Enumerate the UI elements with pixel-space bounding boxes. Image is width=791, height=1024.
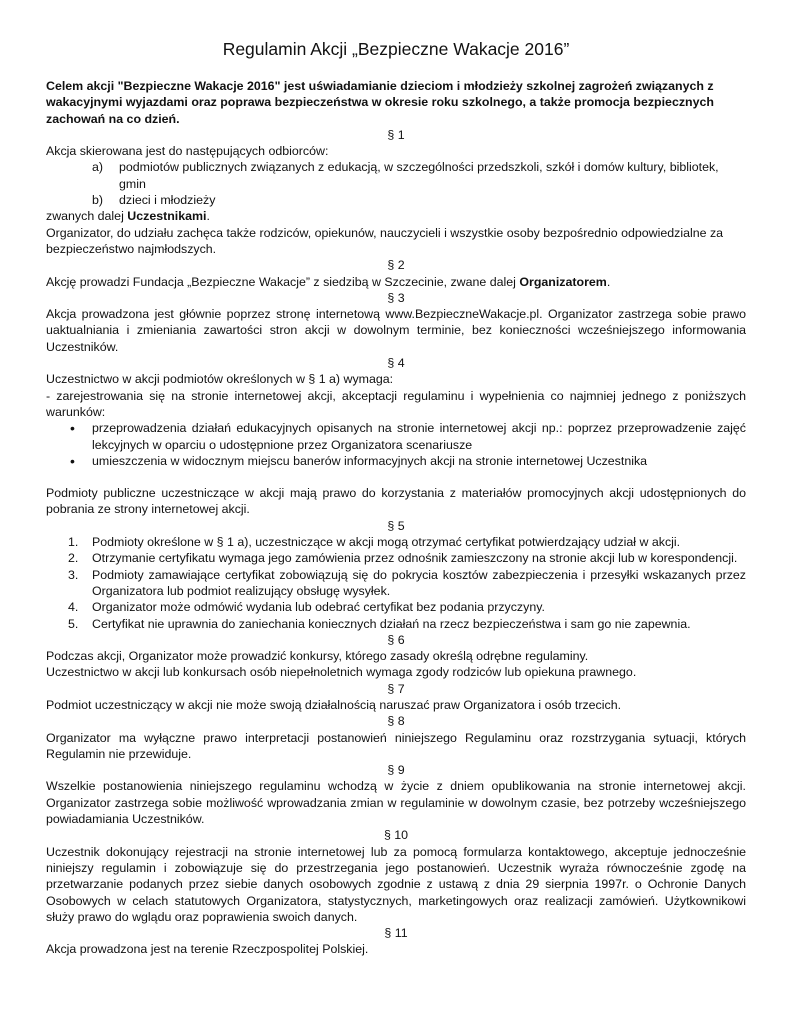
list-item-text: Podmioty określone w § 1 a), uczestniczące w akcji mogą otrzymać certyfikat potwierdzający udział w akcji. <box>92 535 681 550</box>
section-1-heading: § 1 <box>387 127 405 142</box>
section-4-bullets <box>46 420 746 469</box>
list-marker: b) <box>92 193 104 208</box>
section-1-lead: Akcja skierowana jest do następujących odbiorców: <box>46 144 329 159</box>
s2-bold: Organizatorem <box>519 274 607 289</box>
section-4-after: Podmioty publiczne uczestniczące w akcji mają prawo do korzystania z materiałów promocyjnych akcji udostępnionych do pobrania ze strony internetowej akcji. <box>46 486 746 517</box>
list-item <box>46 599 746 615</box>
list-marker: 1. <box>68 535 79 550</box>
called-bold: Uczestnikami <box>127 209 207 224</box>
s2-prefix: Akcję prowadzi Fundacja „Bezpieczne Wakacje” z siedzibą w Szczecinie, zwane dalej <box>46 274 520 289</box>
section-11-text: Akcja prowadzona jest na terenie Rzeczpospolitej Polskiej. <box>46 942 369 957</box>
document-page <box>46 38 746 958</box>
list-item-text: podmiotów publicznych związanych z edukacją, w szczególności przedszkoli, szkół i domów kultury, bibliotek, gmin <box>119 160 719 191</box>
document-title: Regulamin Akcji „Bezpieczne Wakacje 2016” <box>222 39 570 59</box>
s2-suffix: . <box>606 274 611 289</box>
section-2-heading: § 2 <box>387 258 405 273</box>
section-5-heading: § 5 <box>387 518 405 533</box>
section-9-text: Wszelkie postanowienia niniejszego regulaminu wchodzą w życie z dniem opublikowania na stronie internetowej akcji. Organizator zastrzega sobie możliwość wprowadzania zmian w regulaminie w dowolnym czasie, bez potrzeby wcześniejszego powiadamiania Uczestników. <box>46 779 746 827</box>
list-item <box>46 550 746 566</box>
section-5-list <box>46 534 746 632</box>
list-item <box>46 453 746 469</box>
intro-paragraph: Celem akcji "Bezpieczne Wakacje 2016" jest uświadamianie dzieciom i młodzieży szkolnej zagrożeń związanych z wakacyjnymi wyjazdami oraz poprawa bezpieczeństwa w okresie roku szkolnego, a także promocja bezpiecznych zachowań na co dzień. <box>46 79 714 126</box>
section-6-line-2: Uczestnictwo w akcji lub konkursach osób niepełnoletnich wymaga zgody rodziców lub opiekuna prawnego. <box>46 665 637 680</box>
list-item-text: Organizator może odmówić wydania lub odebrać certyfikat bez podania przyczyny. <box>92 600 545 615</box>
list-marker: a) <box>92 160 104 175</box>
section-7-heading: § 7 <box>387 681 405 696</box>
list-marker: 5. <box>68 616 79 631</box>
list-marker: 3. <box>68 567 79 582</box>
list-item <box>46 159 746 192</box>
section-7-text: Podmiot uczestniczący w akcji nie może swoją działalnością naruszać praw Organizatora i osób trzecich. <box>46 697 622 712</box>
section-10-text: Uczestnik dokonujący rejestracji na stronie internetowej lub za pomocą formularza kontaktowego, akceptuje jednocześnie niniejszy regulamin i zobowiązuje się do przestrzegania jego postanowień. Uczestnik wyraża równocześnie zgodę na przetwarzanie podanych przez siebie danych osobowych zgodnie z ustawą z dnia 29 sierpnia 1997r. o Ochronie Danych Osobowych w celach statutowych Organizatora, statystycznych, marketingowych oraz realizacji zamówień. Użytkownikowi służy prawo do wglądu oraz poprawienia swoich danych. <box>46 844 746 924</box>
section-6-heading: § 6 <box>387 632 405 647</box>
section-2-text <box>46 274 746 290</box>
list-marker: 4. <box>68 600 79 615</box>
section-9-heading: § 9 <box>387 763 405 778</box>
section-8-text: Organizator ma wyłączne prawo interpretacji postanowień niniejszego Regulaminu oraz rozstrzygania sytuacji, których Regulamin nie przewiduje. <box>46 730 746 761</box>
section-10-heading: § 10 <box>383 828 409 843</box>
bullet-icon: • <box>70 452 75 469</box>
section-6-line-1: Podczas akcji, Organizator może prowadzić konkursy, którego zasady określą odrębne regulaminy. <box>46 649 589 664</box>
called-suffix: . <box>206 209 210 224</box>
list-marker: 2. <box>68 551 79 566</box>
list-item <box>46 534 746 550</box>
list-item <box>46 420 746 453</box>
called-prefix: zwanych dalej <box>46 209 128 224</box>
list-item <box>46 192 746 208</box>
section-4-line-1: Uczestnictwo w akcji podmiotów określonych w § 1 a) wymaga: <box>46 372 394 387</box>
list-item-text: przeprowadzenia działań edukacyjnych opisanych na stronie internetowej akcji np.: poprzez przeprowadzenie zajęć lekcyjnych w oparciu o udostępnione przez Organizatora scenariusze <box>92 421 746 452</box>
section-8-heading: § 8 <box>387 714 405 729</box>
section-4-line-2: - zarejestrowania się na stronie internetowej akcji, akceptacji regulaminu i wypełnienia co najmniej jednego z poniższych warunków: <box>46 388 746 419</box>
bullet-icon: • <box>70 420 75 437</box>
section-3-text: Akcja prowadzona jest głównie poprzez stronę internetową www.BezpieczneWakacje.pl. Organizator zastrzega sobie prawo uaktualniania i zmieniania zawartości stron akcji w dowolnym terminie, bez konieczności wcześniejszego informowania Uczestników. <box>46 307 746 354</box>
section-1-called <box>46 208 746 224</box>
list-item-text: dzieci i młodzieży <box>119 193 216 208</box>
list-item-text: Certyfikat nie uprawnia do zaniechania koniecznych działań na rzecz bezpieczeństwa i sam go nie zapewnia. <box>92 616 691 631</box>
section-4-heading: § 4 <box>387 356 405 371</box>
section-11-heading: § 11 <box>384 926 408 941</box>
section-1-organizer-line: Organizator, do udziału zachęca także rodziców, opiekunów, nauczycieli i wszystkie osoby bezpośrednio odpowiedzialne za bezpieczeństwo najmłodszych. <box>46 225 724 256</box>
list-item-text: Otrzymanie certyfikatu wymaga jego zamówienia przez odnośnik zamieszczony na stronie akcji lub w korespondencji. <box>92 551 738 566</box>
section-1-list <box>46 159 746 208</box>
list-item <box>46 616 746 632</box>
section-3-heading: § 3 <box>387 290 405 305</box>
list-item <box>46 567 746 600</box>
spacer <box>46 469 746 485</box>
list-item-text: umieszczenia w widocznym miejscu banerów informacyjnych akcji na stronie internetowej Uczestnika <box>92 453 648 468</box>
list-item-text: Podmioty zamawiające certyfikat zobowiązują się do pokrycia kosztów zabezpieczenia i przesyłki wskazanych przez Organizatora lub podmiot realizujący obsługę wysyłek. <box>92 567 746 598</box>
